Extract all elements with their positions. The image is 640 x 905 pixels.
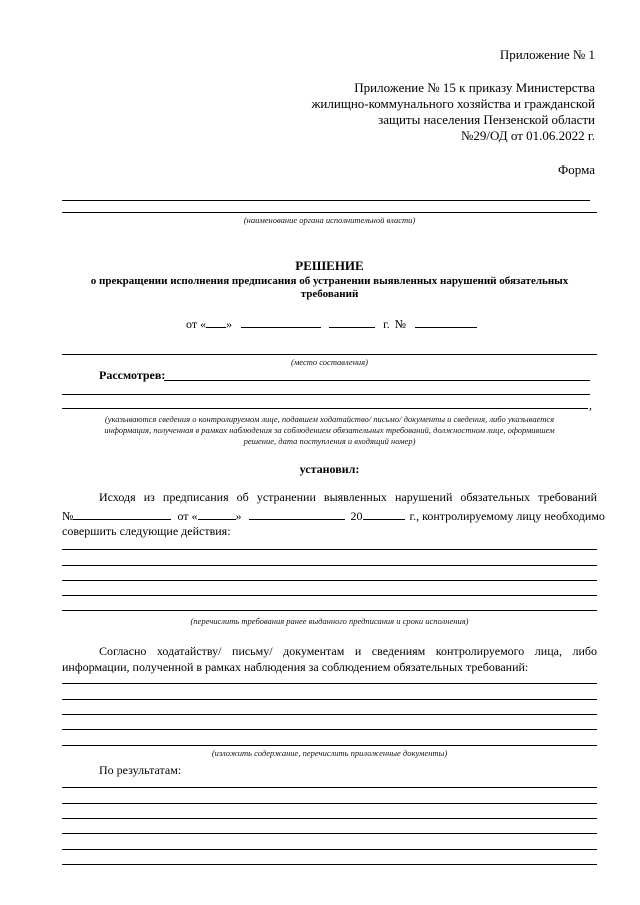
- content-line-4[interactable]: [62, 729, 597, 730]
- paragraph-1-line-3: совершить следующие действия:: [62, 524, 231, 538]
- day-field[interactable]: [206, 315, 226, 328]
- considered-line-1[interactable]: [164, 380, 590, 381]
- prescription-from-label: от «: [177, 509, 198, 523]
- decision-number-field[interactable]: [415, 315, 477, 328]
- authority-line-2[interactable]: [62, 212, 597, 213]
- prescription-close-quote: »: [235, 509, 242, 523]
- document-subtitle-line-1: о прекращении исполнения предписания об устранении выявленных нарушений обязательных: [90, 275, 569, 287]
- document-subtitle: [62, 275, 597, 301]
- results-line-5[interactable]: [62, 849, 597, 850]
- prescription-tail: г., контролируемому лицу необходимо: [409, 509, 605, 523]
- caption-requirements: (перечислить требования ранее выданного предписания и сроки исполнения): [190, 616, 469, 626]
- order-reference-line-1: Приложение № 15 к приказу Министерства: [354, 80, 595, 95]
- form-label: Форма: [558, 162, 595, 177]
- paragraph-1-line-1: Исходя из предписания об устранении выявленных нарушений обязательных требований: [99, 490, 597, 504]
- order-reference-line-4: №29/ОД от 01.06.2022 г.: [461, 128, 595, 143]
- results-line-2[interactable]: [62, 803, 597, 804]
- content-line-3[interactable]: [62, 714, 597, 715]
- caption-place: (место составления): [291, 357, 368, 367]
- prescription-year-prefix: 20: [350, 509, 363, 523]
- appendix-number: Приложение № 1: [499, 47, 595, 62]
- year-field[interactable]: [329, 315, 375, 328]
- caption-info: [62, 414, 597, 447]
- content-line-2[interactable]: [62, 699, 597, 700]
- order-reference: [235, 80, 595, 144]
- caption-info-line-1: (указываются сведения о контролируемом лице, подавшем ходатайство/ письмо/ документы и сведения, либо указывается: [104, 414, 555, 424]
- content-line-1[interactable]: [62, 683, 597, 684]
- number-sign: №: [394, 317, 407, 331]
- results-line-4[interactable]: [62, 833, 597, 834]
- month-field[interactable]: [241, 315, 321, 328]
- considered-line-3[interactable]: [62, 408, 588, 409]
- actions-line-3[interactable]: [62, 580, 597, 581]
- caption-info-line-2: информация, полученная в рамках наблюдения за соблюдением обязательных требований, должностном лице, оформившем: [104, 425, 555, 435]
- date-number-line: [186, 315, 477, 332]
- considered-label: Рассмотрев:: [99, 368, 166, 382]
- results-label: По результатам:: [99, 763, 182, 777]
- year-suffix: г.: [383, 317, 390, 331]
- paragraph-1-line-2: [62, 507, 605, 524]
- date-close-quote: »: [226, 317, 233, 331]
- prescription-no-label: №: [62, 509, 74, 523]
- results-line-6[interactable]: [62, 864, 597, 865]
- caption-content: (изложить содержание, перечислить приложенные документы): [211, 748, 448, 758]
- paragraph-2-line-1: Согласно ходатайству/ письму/ документам и сведениям контролируемого лица, либо: [99, 644, 597, 658]
- caption-authority: (наименование органа исполнительной власти): [243, 215, 416, 225]
- paragraph-2-line-2: информации, полученной в рамках наблюдения за соблюдением обязательных требований:: [62, 660, 529, 674]
- results-line-1[interactable]: [62, 787, 597, 788]
- results-line-3[interactable]: [62, 818, 597, 819]
- order-reference-line-3: защиты населения Пензенской области: [378, 112, 595, 127]
- actions-line-2[interactable]: [62, 565, 597, 566]
- established-heading: установил:: [299, 462, 360, 476]
- actions-line-4[interactable]: [62, 595, 597, 596]
- prescription-day-field[interactable]: [198, 507, 236, 520]
- considered-comma: ,: [589, 398, 592, 412]
- prescription-month-field[interactable]: [249, 507, 345, 520]
- considered-line-2[interactable]: [62, 394, 590, 395]
- prescription-year-field[interactable]: [363, 507, 405, 520]
- prescription-number-field[interactable]: [73, 507, 171, 520]
- place-line[interactable]: [62, 354, 597, 355]
- document-title: РЕШЕНИЕ: [295, 258, 364, 273]
- caption-info-line-3: решение, дата поступления и входящий номер): [243, 436, 416, 446]
- document-subtitle-line-2: требований: [300, 288, 359, 300]
- content-line-5[interactable]: [62, 745, 597, 746]
- actions-line-5[interactable]: [62, 610, 597, 611]
- date-from-label: от «: [186, 317, 207, 331]
- actions-line-1[interactable]: [62, 549, 597, 550]
- order-reference-line-2: жилищно-коммунального хозяйства и гражданской: [311, 96, 595, 111]
- authority-line-1[interactable]: [62, 200, 590, 201]
